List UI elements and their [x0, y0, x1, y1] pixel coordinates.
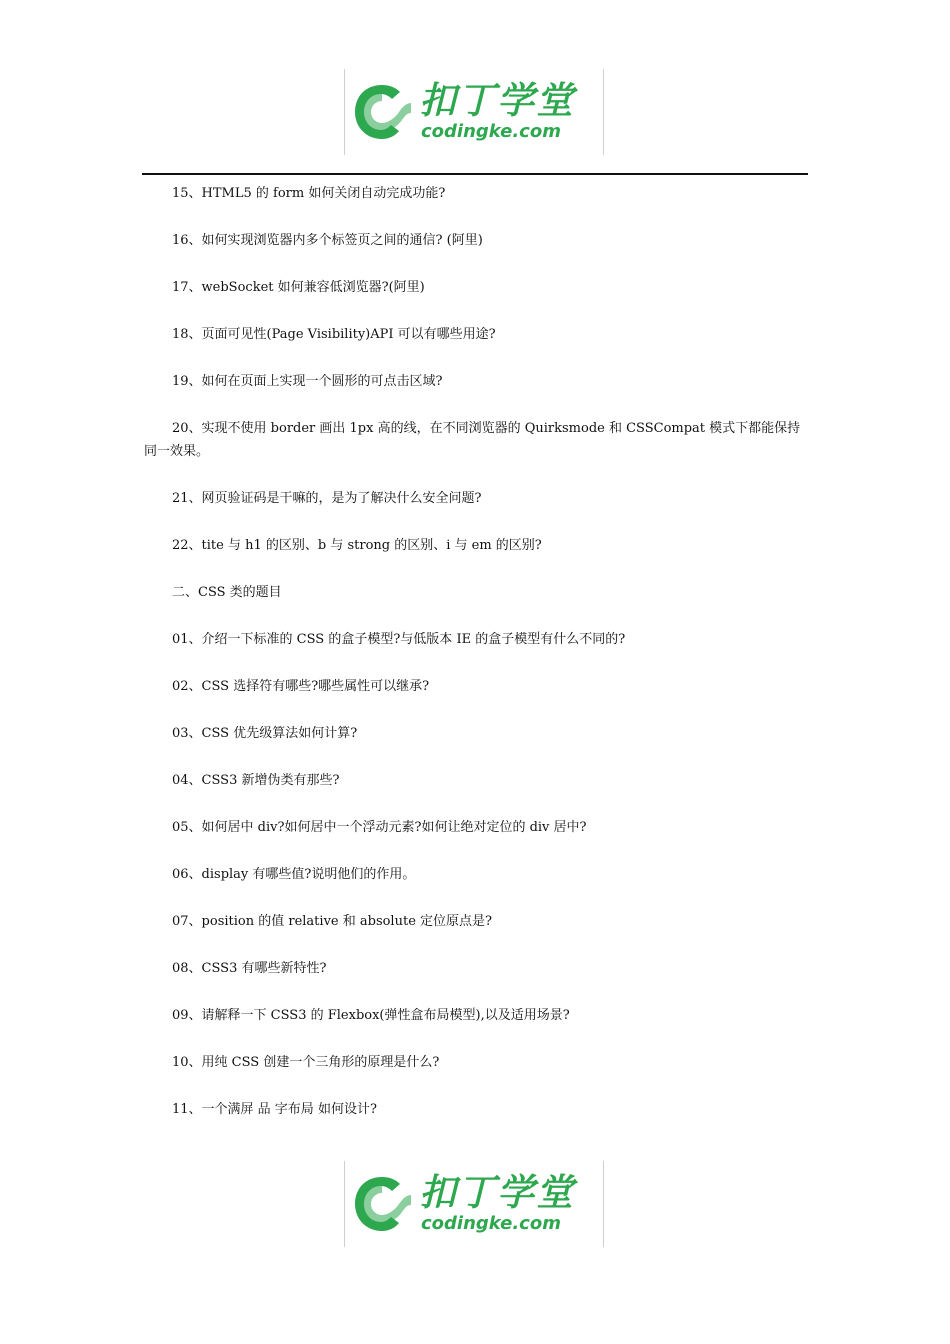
logo-chinese-text: 扣丁学堂	[419, 79, 575, 122]
list-item: 07、position 的值 relative 和 absolute 定位原点是?	[172, 914, 492, 929]
question-list	[144, 182, 808, 1121]
list-item: 09、请解释一下 CSS3 的 Flexbox(弹性盒布局模型),以及适用场景?	[172, 1008, 570, 1023]
list-item: 01、介绍一下标准的 CSS 的盒子模型?与低版本 IE 的盒子模型有什么不同的?	[172, 632, 626, 647]
list-item: 05、如何居中 div?如何居中一个浮动元素?如何让绝对定位的 div 居中?	[172, 820, 587, 835]
list-item: 06、display 有哪些值?说明他们的作用。	[172, 867, 416, 882]
list-item: 11、一个满屏 品 字布局 如何设计?	[172, 1102, 377, 1117]
codingke-logo-icon	[349, 1171, 415, 1237]
list-item: 17、webSocket 如何兼容低浏览器?(阿里)	[172, 280, 425, 295]
list-item: 22、tite 与 h1 的区别、b 与 strong 的区别、i 与 em 的区别?	[172, 538, 542, 553]
list-item: 20、实现不使用 border 画出 1px 高的线，在不同浏览器的 Quirksmode 和 CSSCompat 模式下都能保持同一效果。	[144, 421, 801, 459]
logo-chinese-text: 扣丁学堂	[419, 1171, 575, 1214]
codingke-logo-icon	[349, 79, 415, 145]
list-item: 10、用纯 CSS 创建一个三角形的原理是什么?	[172, 1055, 440, 1070]
header-divider	[142, 173, 808, 175]
header-logo	[344, 69, 604, 155]
list-item: 08、CSS3 有哪些新特性?	[172, 961, 327, 976]
list-item: 21、网页验证码是干嘛的，是为了解决什么安全问题?	[172, 491, 482, 506]
list-item: 18、页面可见性(Page Visibility)API 可以有哪些用途?	[172, 327, 496, 342]
list-item: 15、HTML5 的 form 如何关闭自动完成功能?	[172, 186, 446, 201]
logo-english-text: codingke.com	[421, 121, 561, 142]
list-item: 16、如何实现浏览器内多个标签页之间的通信? (阿里)	[172, 233, 483, 248]
footer-logo	[344, 1161, 604, 1247]
list-item: 19、如何在页面上实现一个圆形的可点击区域?	[172, 374, 443, 389]
section-heading: 二、CSS 类的题目	[172, 585, 282, 600]
list-item: 02、CSS 选择符有哪些?哪些属性可以继承?	[172, 679, 430, 694]
logo-english-text: codingke.com	[421, 1213, 561, 1234]
list-item: 04、CSS3 新增伪类有那些?	[172, 773, 340, 788]
list-item: 03、CSS 优先级算法如何计算?	[172, 726, 358, 741]
